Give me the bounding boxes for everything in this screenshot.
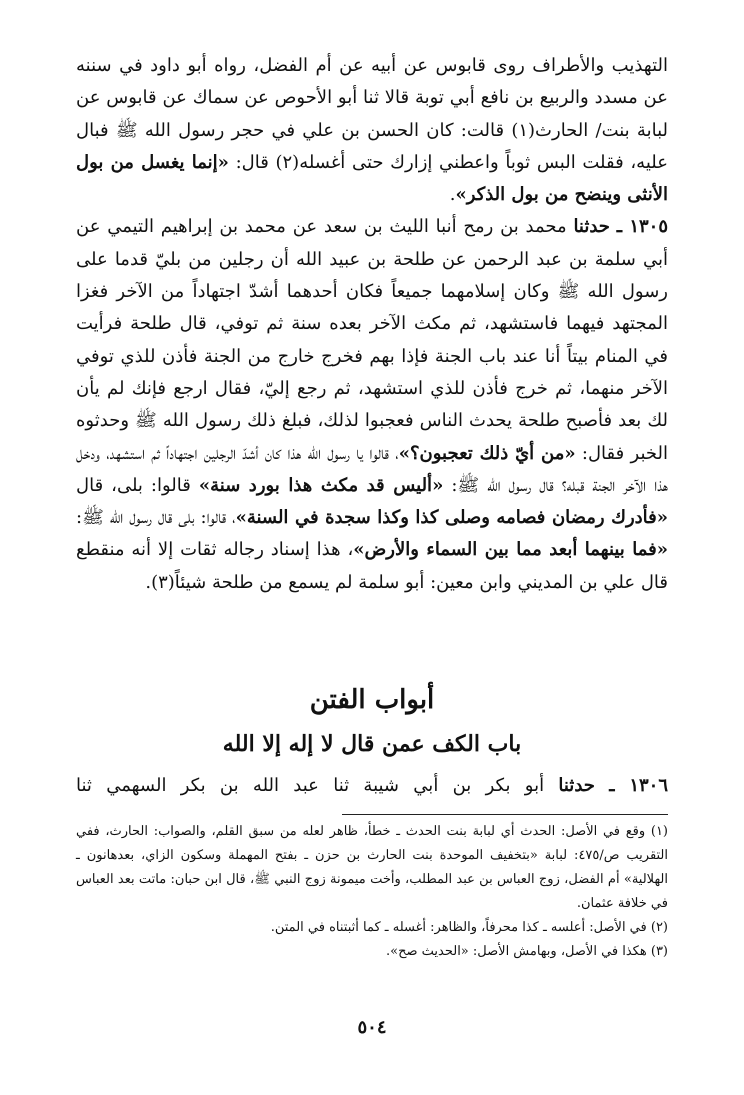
footnote-3: (٣) هكذا في الأصل، وبهامش الأصل: «الحديث صح». xyxy=(385,944,668,959)
prophetic-quote: «فما بينهما أبعد مما بين السماء والأرض» xyxy=(353,539,668,561)
prophetic-quote: «إنما يغسل من بول الأنثى وينضح من بول الذكر» xyxy=(76,151,668,206)
footnote-text: (١) وقع في الأصل: الحدث أي لبابة بنت الحدث ـ خطأ، ظاهر لعله من سبق القلم، والصواب: الحارث، ففي التقريب ص/٤٧٥: لبابة «بتخفيف الموحدة بنت الحارث بن حزن ـ بفتح المهملة وسكون الزاي، بعدهانون ـ الهلالية» أم الفضل، زوج العباس بن عبد المطلب، وأخت ميمونة زوج النبي xyxy=(76,824,669,887)
hadith-text: ، قالوا يا رسول الله هذا كان أشدّ الرجلين اجتهاداً ثم استشهد، ودخل هذا الآخر الجنة قبله؟ قال رسول الله ﷺ: xyxy=(76,442,668,496)
paragraph-text: التهذيب والأطراف روى قابوس عن أبيه عن أم الفضل، رواه أبو داود في سننه عن مسدد والربيع بن نافع أبي توبة قالا ثنا أبو الأحوص عن سماك عن قابوس عن لبابة بنت/ الحارث(١) قالت: كان الحسن بن علي في حجر رسول الله ﷺ فبال عليه، فقلت البس ثوباً واعطني إزارك حتى أغسله(٢) قال: xyxy=(76,55,668,173)
hadith-text: ، هذا إسناد رجاله ثقات إلا أنه منقطع قال علي بن المديني وابن معين: أبو سلمة لم يسمع من طلحة شيئاً(٣). xyxy=(76,539,668,593)
footnote-text: ﷺ، قال ابن حبان: ماتت بعد العباس في خلافة عثمان. xyxy=(76,872,668,911)
footnote-1 xyxy=(76,820,668,916)
hadith-text: محمد بن رمح أنبا الليث بن سعد عن محمد بن إبراهيم التيمي عن أبي سلمة بن عبد الرحمن عن طلحة بن عبيد الله أن رجلين من بليّ قدما على رسول الله ﷺ وكان إسلامهما جميعاً فكان أحدهما أشدّ اجتهاداً من الآخر فغزا المجتهد فيهما فاستشهد، ثم مكث الآخر بعده سنة ثم توفي، قال طلحة فرأيت في المنام بيتاً أنا عند باب الجنة فإذا بهم فخرج خارج من الجنة فأذن للذي توفي الآخر منهما، ثم خرج فأذن للذي استشهد، ثم رجع إليّ، فقال ارجع فإنك لم يأن لك بعد فأصبح طلحة يحدث الناس فعجبوا لذلك، فبلغ ذلك رسول الله ﷺ وحدثوه الخبر فقال: xyxy=(76,216,668,464)
hadith-number: ١٣٠٦ ـ xyxy=(609,775,668,796)
footnote-divider xyxy=(342,814,668,815)
hadith-text: قالوا: بلى، قال xyxy=(76,474,191,496)
main-text xyxy=(76,50,668,599)
paragraph-hadith-1305 xyxy=(76,211,668,599)
hadith-number: ١٣٠٥ ـ xyxy=(616,216,668,238)
page-number: ٥٠٤ xyxy=(357,1017,387,1038)
section-title: أبواب الفتن xyxy=(309,685,435,715)
prophetic-quote: «أليس قد مكث هذا بورد سنة» xyxy=(198,474,444,496)
punctuation: . xyxy=(449,184,456,206)
hadith-text: ، قالوا: بلى قال رسول الله ﷺ: xyxy=(76,507,236,529)
prophetic-quote: «فأدرك رمضان فصامه وصلى كذا وكذا سجدة في السنة» xyxy=(235,507,668,529)
paragraph-hadith-1304-continuation xyxy=(76,50,668,211)
footnote-2: (٢) في الأصل: أعلسه ـ كذا محرفاً، والظاهر: أغسله ـ كما أثبتناه في المتن. xyxy=(270,920,668,935)
paragraph-hadith-1306 xyxy=(76,770,668,802)
haddathana-label: حدثنا xyxy=(558,775,595,796)
haddathana-label: حدثنا xyxy=(573,216,610,238)
prophetic-quote: «من أيّ ذلك تعجبون؟» xyxy=(398,442,576,464)
hadith-text: أبو بكر بن أبي شيبة ثنا عبد الله بن بكر السهمي ثنا xyxy=(76,775,545,796)
chapter-title: باب الكف عمن قال لا إله إلا الله xyxy=(222,731,522,757)
footnotes xyxy=(76,820,668,964)
